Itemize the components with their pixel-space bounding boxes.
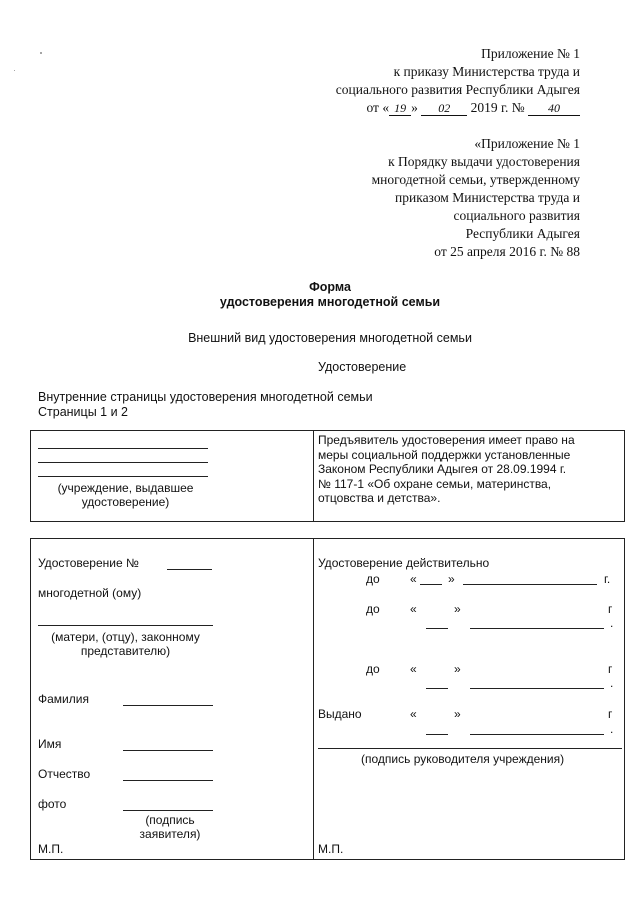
procedure-annex-line: «Приложение № 1 — [474, 136, 580, 151]
rights-text — [318, 433, 575, 506]
surname-line — [123, 705, 213, 706]
handwritten-day: 19 — [389, 102, 411, 116]
name-line — [123, 750, 213, 751]
period-mark: . — [610, 722, 614, 736]
procedure-annex — [240, 135, 580, 261]
holder-caption — [38, 630, 213, 658]
applicant-signature-line1: (подпись — [145, 813, 195, 827]
day-line — [426, 628, 448, 629]
institution-line — [38, 476, 208, 477]
table2-divider — [313, 538, 314, 859]
patronymic-label: Отчество — [38, 767, 91, 781]
exterior-caption: Внешний вид удостоверения многодетной семьи — [188, 331, 472, 345]
inner-pages-line1: Внутренние страницы удостоверения многодетной семьи — [38, 390, 373, 404]
holder-name-line — [38, 625, 213, 626]
order-annex — [240, 45, 580, 117]
close-quote: » — [454, 707, 461, 721]
period-mark: . — [610, 676, 614, 690]
scan-speck — [40, 52, 42, 54]
institution-caption-line1: (учреждение, выдавшее — [57, 481, 194, 495]
year-mark: г — [608, 602, 613, 616]
applicant-signature-line — [123, 810, 213, 811]
until-label: до — [366, 572, 380, 586]
procedure-annex-line: социального развития — [453, 208, 580, 223]
month-year-line — [470, 734, 604, 735]
until-label: до — [366, 662, 380, 676]
institution-caption-line2: удостоверение) — [81, 495, 170, 509]
inner-pages-caption — [38, 390, 373, 420]
procedure-annex-line: приказом Министерства труда и — [395, 190, 580, 205]
rights-text-line: Предъявитель удостоверения имеет право на — [318, 433, 575, 447]
open-quote: « — [410, 602, 417, 616]
applicant-signature-line2: заявителя) — [139, 827, 201, 841]
form-title-line1: Форма — [309, 280, 351, 294]
day-line — [426, 688, 448, 689]
year-mark: г. — [604, 572, 611, 586]
order-annex-line2: к приказу Министерства труда и — [393, 64, 580, 79]
inner-pages-line2: Страницы 1 и 2 — [38, 405, 128, 419]
month-year-line — [463, 584, 597, 585]
institution-caption — [38, 481, 213, 509]
day-line — [426, 734, 448, 735]
rights-text-line: меры социальной поддержки установленные — [318, 447, 571, 462]
cert-number-label: Удостоверение № — [38, 556, 139, 570]
date-year: 2019 г. № — [470, 100, 525, 115]
open-quote: « — [410, 662, 417, 676]
handwritten-number: 40 — [528, 102, 580, 116]
applicant-signature-caption — [130, 813, 210, 841]
close-quote: » — [448, 572, 455, 586]
procedure-annex-line: к Порядку выдачи удостоверения — [388, 154, 580, 169]
name-label: Имя — [38, 737, 62, 751]
order-annex-date-line — [240, 99, 580, 117]
order-annex-line1: Приложение № 1 — [481, 46, 580, 61]
cert-number-line — [167, 569, 212, 570]
period-mark: . — [610, 616, 614, 630]
procedure-annex-line: от 25 апреля 2016 г. № 88 — [434, 244, 580, 259]
handwritten-month: 02 — [421, 102, 467, 116]
holder-caption-line2: представителю) — [80, 644, 171, 658]
order-annex-line3: социального развития Республики Адыгея — [335, 82, 580, 97]
rights-text-line: Законом Республики Адыгея от 28.09.1994 г. — [318, 462, 567, 476]
procedure-annex-line: многодетной семьи, утвержденному — [371, 172, 580, 187]
large-family-label: многодетной (ому) — [38, 586, 142, 600]
day-line — [420, 584, 442, 585]
scan-speck — [14, 70, 15, 71]
close-quote: » — [454, 602, 461, 616]
form-title — [0, 280, 640, 310]
open-quote: « — [410, 707, 417, 721]
open-quote: « — [410, 572, 417, 586]
issued-label: Выдано — [318, 707, 362, 721]
institution-line — [38, 462, 208, 463]
photo-label: фото — [38, 797, 67, 811]
month-year-line — [470, 688, 604, 689]
certificate-word: Удостоверение — [318, 360, 407, 374]
date-prefix: от « — [366, 100, 390, 115]
close-quote: » — [454, 662, 461, 676]
surname-label: Фамилия — [38, 692, 89, 706]
date-mid: » — [411, 100, 418, 115]
stamp-left: М.П. — [38, 842, 64, 856]
institution-line — [38, 448, 208, 449]
month-year-line — [470, 628, 604, 629]
holder-caption-line1: (матери, (отцу), законному — [51, 630, 200, 644]
form-title-line2: удостоверения многодетной семьи — [219, 295, 441, 309]
table1-divider — [313, 430, 314, 521]
head-signature-caption: (подпись руководителя учреждения) — [361, 752, 565, 766]
procedure-annex-line: Республики Адыгея — [465, 226, 580, 241]
until-label: до — [366, 602, 380, 616]
valid-title: Удостоверение действительно — [318, 556, 490, 570]
head-signature-line — [318, 748, 622, 749]
patronymic-line — [123, 780, 213, 781]
stamp-right: М.П. — [318, 842, 344, 856]
year-mark: г — [608, 662, 613, 676]
rights-text-line: № 117-1 «Об охране семьи, материнства, — [318, 476, 552, 491]
year-mark: г — [608, 707, 613, 721]
rights-text-line: отцовства и детства». — [318, 491, 441, 505]
